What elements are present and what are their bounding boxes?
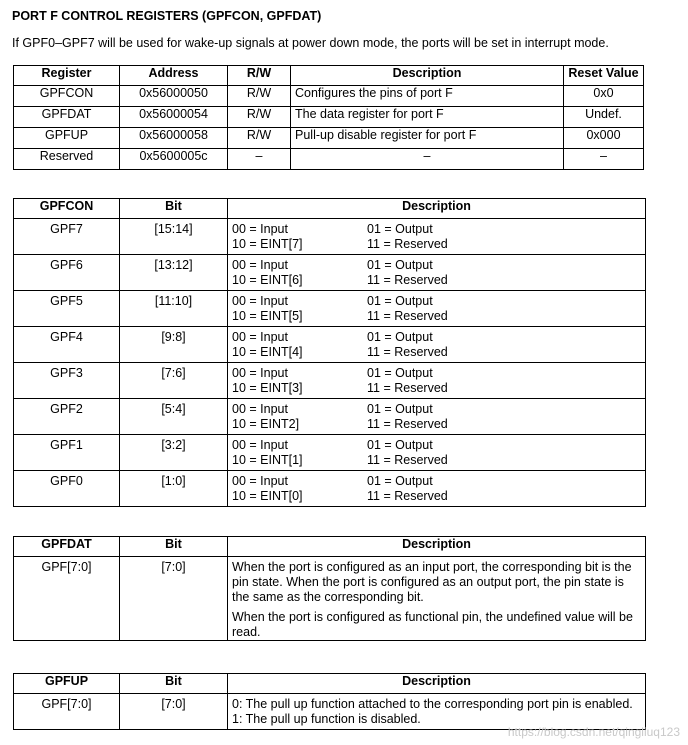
option-text: 01 = Output	[367, 474, 433, 488]
option-text: 00 = Input	[232, 330, 288, 344]
table-row	[14, 471, 646, 507]
cell-reset: –	[564, 149, 644, 170]
cell-description	[228, 291, 646, 327]
option-text: 01 = Output	[367, 294, 433, 308]
col-header-address: Address	[120, 66, 228, 86]
cell-bit: [3:2]	[120, 435, 228, 471]
cell-pin: GPF6	[14, 255, 120, 291]
option-text: 00 = Input	[232, 258, 288, 272]
cell-pin: GPF3	[14, 363, 120, 399]
table-row	[14, 149, 644, 170]
cell-pin: GPF0	[14, 471, 120, 507]
table-row	[14, 255, 646, 291]
cell-bit: [9:8]	[120, 327, 228, 363]
option-text: 10 = EINT[3]	[232, 381, 303, 395]
cell-description	[228, 435, 646, 471]
col-header-bit: Bit	[120, 537, 228, 557]
option-text: 10 = EINT[1]	[232, 453, 303, 467]
cell-bit: [1:0]	[120, 471, 228, 507]
cell-address: 0x56000058	[120, 128, 228, 149]
col-header-bit: Bit	[120, 674, 228, 694]
cell-rw: –	[228, 149, 291, 170]
option-text: 11 = Reserved	[367, 237, 448, 251]
cell-address: 0x56000050	[120, 86, 228, 107]
option-text: 11 = Reserved	[367, 309, 448, 323]
cell-description	[228, 327, 646, 363]
cell-pin: GPF2	[14, 399, 120, 435]
cell-pin: GPF5	[14, 291, 120, 327]
table-row	[14, 435, 646, 471]
description-line: 1: The pull up function is disabled.	[232, 712, 421, 726]
cell-rw: R/W	[228, 128, 291, 149]
cell-reset: 0x0	[564, 86, 644, 107]
col-header-description: Description	[228, 199, 646, 219]
cell-bit: [13:12]	[120, 255, 228, 291]
cell-description: Configures the pins of port F	[291, 86, 564, 107]
option-text: 11 = Reserved	[367, 489, 448, 503]
col-header-register: Register	[14, 66, 120, 86]
table-row	[14, 399, 646, 435]
option-text: 01 = Output	[367, 330, 433, 344]
cell-pin: GPF4	[14, 327, 120, 363]
cell-bit: [5:4]	[120, 399, 228, 435]
cell-pin: GPF[7:0]	[14, 557, 120, 641]
col-header-gpfup: GPFUP	[14, 674, 120, 694]
cell-description: –	[291, 149, 564, 170]
cell-rw: R/W	[228, 86, 291, 107]
cell-register: GPFUP	[14, 128, 120, 149]
cell-bit: [15:14]	[120, 219, 228, 255]
cell-register: Reserved	[14, 149, 120, 170]
description-line: 0: The pull up function attached to the corresponding port pin is enabled.	[232, 697, 633, 711]
option-text: 01 = Output	[367, 258, 433, 272]
cell-reset: Undef.	[564, 107, 644, 128]
option-text: 11 = Reserved	[367, 453, 448, 467]
col-header-description: Description	[228, 537, 646, 557]
option-text: 10 = EINT[4]	[232, 345, 303, 359]
cell-reset: 0x000	[564, 128, 644, 149]
description-paragraph: When the port is configured as an input port, the corresponding bit is the pin state. When the port is configured as an output port, the pin state is the same as the corresponding bit.	[232, 560, 632, 604]
table-row	[14, 327, 646, 363]
cell-register: GPFDAT	[14, 107, 120, 128]
option-text: 01 = Output	[367, 222, 433, 236]
table-row	[14, 128, 644, 149]
table-row	[14, 86, 644, 107]
table-row	[14, 219, 646, 255]
option-text: 11 = Reserved	[367, 345, 448, 359]
option-text: 11 = Reserved	[367, 417, 448, 431]
register-table	[13, 65, 644, 170]
option-text: 10 = EINT2]	[232, 417, 300, 431]
table-header-row	[14, 66, 644, 86]
option-text: 01 = Output	[367, 438, 433, 452]
cell-description: The data register for port F	[291, 107, 564, 128]
gpfcon-table	[13, 198, 646, 507]
description-paragraph: When the port is configured as functional pin, the undefined value will be read.	[232, 610, 633, 639]
option-text: 01 = Output	[367, 402, 433, 416]
col-header-gpfdat: GPFDAT	[14, 537, 120, 557]
col-header-description: Description	[291, 66, 564, 86]
table-row	[14, 363, 646, 399]
col-header-reset: Reset Value	[564, 66, 644, 86]
cell-description	[228, 219, 646, 255]
option-text: 11 = Reserved	[367, 273, 448, 287]
page-title: PORT F CONTROL REGISTERS (GPFCON, GPFDAT)	[12, 9, 322, 23]
cell-address: 0x5600005c	[120, 149, 228, 170]
col-header-rw: R/W	[228, 66, 291, 86]
option-text: 01 = Output	[367, 366, 433, 380]
cell-description	[228, 399, 646, 435]
option-text: 10 = EINT[5]	[232, 309, 303, 323]
option-text: 10 = EINT[0]	[232, 489, 303, 503]
col-header-bit: Bit	[120, 199, 228, 219]
gpfup-table	[13, 673, 646, 730]
option-text: 00 = Input	[232, 402, 288, 416]
option-text: 00 = Input	[232, 294, 288, 308]
cell-address: 0x56000054	[120, 107, 228, 128]
table-row	[14, 291, 646, 327]
option-text: 00 = Input	[232, 438, 288, 452]
table-header-row	[14, 199, 646, 219]
cell-bit: [11:10]	[120, 291, 228, 327]
option-text: 00 = Input	[232, 222, 288, 236]
col-header-description: Description	[228, 674, 646, 694]
cell-bit: [7:6]	[120, 363, 228, 399]
cell-pin: GPF1	[14, 435, 120, 471]
table-header-row	[14, 537, 646, 557]
col-header-gpfcon: GPFCON	[14, 199, 120, 219]
cell-pin: GPF7	[14, 219, 120, 255]
table-row	[14, 107, 644, 128]
cell-pin: GPF[7:0]	[14, 694, 120, 730]
gpfdat-table	[13, 536, 646, 641]
table-row	[14, 557, 646, 641]
cell-description: Pull-up disable register for port F	[291, 128, 564, 149]
cell-description	[228, 557, 646, 641]
option-text: 11 = Reserved	[367, 381, 448, 395]
cell-description	[228, 255, 646, 291]
intro-text: If GPF0–GPF7 will be used for wake-up signals at power down mode, the ports will be set in interrupt mode.	[12, 36, 609, 50]
table-header-row	[14, 674, 646, 694]
option-text: 00 = Input	[232, 366, 288, 380]
watermark: https://blog.csdn.net/qingliuq123	[507, 725, 680, 739]
option-text: 10 = EINT[6]	[232, 273, 303, 287]
cell-register: GPFCON	[14, 86, 120, 107]
option-text: 00 = Input	[232, 474, 288, 488]
cell-bit: [7:0]	[120, 557, 228, 641]
cell-description	[228, 363, 646, 399]
cell-bit: [7:0]	[120, 694, 228, 730]
option-text: 10 = EINT[7]	[232, 237, 303, 251]
cell-rw: R/W	[228, 107, 291, 128]
cell-description	[228, 471, 646, 507]
